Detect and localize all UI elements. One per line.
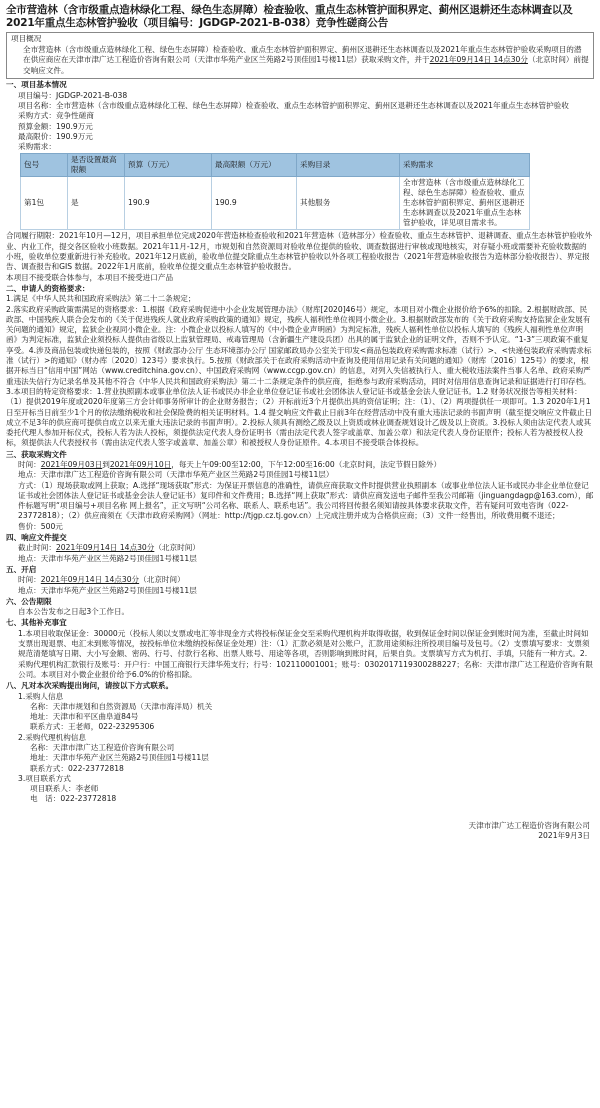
table-row xyxy=(21,177,530,230)
signature-date: 2021年9月3日 xyxy=(538,831,590,841)
opening-time-tail: （北京时间） xyxy=(139,575,185,585)
col-needs: 采购需求 xyxy=(400,154,530,177)
signature-org: 天津市津广达工程造价咨询有限公司 xyxy=(468,820,590,830)
opening-time-value: 2021年09月14日 14点30分 xyxy=(40,575,140,585)
cell-max-limit: 190.9 xyxy=(212,177,297,230)
agency-address: 地址：天津市华苑产业区兰苑路2号顶佳园1号楼11层 xyxy=(30,753,209,763)
consortium-note: 本项目不接受联合体参与，本项目不接受进口产品 xyxy=(6,272,174,282)
obtain-date-start: 2021年09月03日 xyxy=(40,459,103,469)
budget-amount: 预算金额：190.9万元 xyxy=(18,121,93,131)
section-heading: 六、公告期限 xyxy=(6,596,52,606)
max-price: 最高限价：190.9万元 xyxy=(18,131,93,141)
cell-package: 第1包 xyxy=(21,177,68,230)
cell-limit-set: 是 xyxy=(68,177,125,230)
opening-time xyxy=(18,575,594,585)
submission-deadline-tail: （北京时间） xyxy=(154,543,200,553)
qualification-3: 3.本项目的特定资格要求：1.营业执照副本或事业单位法人证书或民办非企业单位登记证书或社会团体法人登记证书或基金会法人登记证书。1.2 财务状况报告等相关材料：（1）提供2019年度或2020年度第三方会计师事务所审计的企业财务报告；（2）开标前近3个月提供出具的资信证明；注：（1）、（2）两项提供任一项即可。1.3 2020年1月1日至开标当日前至少1个月的依法缴纳税收和社会保险费的相关证明材料。1.4 提交响应文件截止日前3年在经营活动中没有重大违法记录的书面声明（截至提交响应文件截止日成立不足3年的供应商可提供自成立以来无重大违法记录的书面声明）。2.投标人须具有测绘乙级及以上资质或林业调查规划设计乙级及以上资质。3.投标人须由法定代表人或其委托代理人参加开标仪式，投标人若为法人投标，须提供法定代表人身份证明书（需由法定代表人签字或盖章、加盖公章）和法定代表人身份证原件；投标人若为被授权人投标，须提供法人代表授权书（需由法定代表人签字或盖章、加盖公章）和被授权人身份证原件。4.本项目不接受联合体投标。 xyxy=(6,386,593,448)
purchaser-address: 地址：天津市和平区曲阜道84号 xyxy=(30,712,139,722)
notice-period-text: 自本公告发布之日起3个工作日。 xyxy=(18,607,130,617)
submission-place: 地点：天津市华苑产业区兰苑路2号顶佳园1号楼11层 xyxy=(18,553,197,563)
other-matters-text: 1.本项目收取保证金：30000元（投标人须以支票或电汇等非现金方式将投标保证金交至采购代理机构并取得收据，收到保证金时间以保证金到账时间为准，至截止时间如支票出现退票、电汇未到账等情况，按投标单位未缴纳投标保证金处理）注：（1）汇款必须是对公账户，汇款用途须标注所投项目编号及包号。（2）支票填写要求：支票须规范清楚填写日期、大小写金额、密码、行号、付款行名称、出票人账号、用途等各项，否则影响到账时间，后果自负。支票填写方式为机打、手填，只能有一种方式。2.采购代理机构汇款银行及账号：开户行：中国工商银行天津华苑支行；行号：102110001001；账号：0302017119300288227；名称：天津市津广达工程造价咨询有限公司。本项目对小微企业报价给予6.0%的价格扣除。 xyxy=(18,628,594,679)
section-other-matters xyxy=(6,618,594,680)
contract-period: 合同履行期限：2021年10月—12月，项目承担单位完成2020年营造林检查验收和2021年营造林（造林部分）检查验收、重点生态林管护、退耕调查、重点生态林管护验收外业、内业工作，提交各区验收小班数据。2021年11月-12月，市规划和自然资源局对验收单位提供的验收、调查数据进行审核或现地核实，对存疑小班或需要补充验收数据的小班，验收单位要重新进行补充验收。2021年12月底前，验收单位提交除重点生态林管护验收以外各项工程验收报告（2021年营造林验收报告为造林部分验收报告）、界定报告、调查报告和GIS 数据。2022年1月底前，验收单位提交重点生态林管护验收报告。 xyxy=(6,231,593,272)
section-submission xyxy=(6,533,594,564)
col-package: 包号 xyxy=(21,154,68,177)
deadline-label: 截止时间： xyxy=(18,543,56,553)
cell-catalog: 其他服务 xyxy=(297,177,400,230)
obtain-time-tail: ，每天上午09:00至12:00，下午12:00至16:00（北京时间，法定节假日除外） xyxy=(171,459,442,469)
purchaser-contact: 联系方式：王老师，022-23295306 xyxy=(30,722,155,732)
section-heading: 二、申请人的资格要求： xyxy=(6,283,90,293)
section-notice-period xyxy=(6,597,594,618)
overview-text-b: （北京时间）前提交响应文件。 xyxy=(23,55,589,75)
submission-deadline-value: 2021年09月14日 14点30分 xyxy=(55,543,155,553)
section-obtain-documents xyxy=(6,450,594,532)
agency-title: 2.采购代理机构信息 xyxy=(18,732,86,742)
project-name: 项目名称：全市营造林（含市级重点造林绿化工程、绿色生态屏障）检查验收、重点生态林管护面积界定、蓟州区退耕还生态林调查以及2021年重点生态林管护验收 xyxy=(18,100,569,110)
project-contact-person: 项目联系人：李老师 xyxy=(30,784,99,794)
section-heading: 五、开启 xyxy=(6,564,37,574)
section-qualifications xyxy=(6,284,594,449)
section-heading: 四、响应文件提交 xyxy=(6,533,67,543)
time-label: 时间： xyxy=(18,459,41,469)
overview-heading: 项目概况 xyxy=(11,34,42,43)
cell-budget: 190.9 xyxy=(125,177,212,230)
obtain-date-end: 2021年09月10日 xyxy=(109,459,172,469)
opening-place: 地点：天津市华苑产业区兰苑路2号顶佳园1号楼11层 xyxy=(18,585,197,595)
section-heading: 八、凡对本次采购提出询问，请按以下方式联系。 xyxy=(6,681,174,691)
opening-time-label: 时间： xyxy=(18,575,41,585)
section-project-info xyxy=(6,80,594,283)
overview-text xyxy=(11,45,589,77)
cell-needs: 全市营造林（含市级重点造林绿化工程、绿色生态屏障）检查验收、重点生态林管护面积界定、蓟州区退耕还生态林调查以及2021年重点生态林管护验收，详见项目需求书。 xyxy=(400,177,530,230)
agency-name: 名称：天津市津广达工程造价咨询有限公司 xyxy=(30,743,175,752)
needs-label: 采购需求： xyxy=(18,142,56,152)
purchaser-name: 名称：天津市规划和自然资源局（天津市海洋局）机关 xyxy=(30,701,213,711)
qualification-1: 1.满足《中华人民共和国政府采购法》第二十二条规定； xyxy=(6,294,196,304)
obtain-manner: 方式：（1）现场获取或网上获取；A.选择“现场获取”形式：为保证开票信息的准确性，请供应商获取文件时提供营业执照副本（或事业单位法人证书或民办非企业单位登记证书或社会团体法人登记证书或基金会法人登记证书）复印件和文件费用；B.选择“网上获取”形式：请供应商发送电子邮件至我公司邮箱（jinguangdagp@163.com），邮件标题写明“项目编号+项目名称 网上报名”，正文写明“公司名称、联系人、联系电话”。我公司将回传报名须知请按具体要求获取文件，若有疑问可致电咨询（022-23772818）；（2）供应商须在《天津市政府采购网》（网址：http://tjgp.cz.tj.gov.cn）上完成注册并成为合格供应商；（3）文件一经售出，所收费用概不退还； xyxy=(18,480,594,521)
qualification-2: 2.落实政府采购政策需满足的资格要求：1.根据《政府采购促进中小企业发展管理办法》（财库[2020]46号）规定，本项目对小微企业报价给予6%的扣除。2.根据财政部、民政部、中国残疾人联合会发布的《关于促进残疾人就业政府采购政策的通知》规定，残疾人福利性单位视同小微企业。3.根据财政部发布的《关于政府采购支持监狱企业发展有关问题的通知》规定，监狱企业视同小微企业。注：小微企业以投标人填写的《中小微企业声明函》为判定标准，残疾人福利性单位以投标人填写的《残疾人福利性单位声明函》为判定标准，监狱企业须投标人提供由省级以上监狱管理局、戒毒管理局（含新疆生产建设兵团）出具的属于监狱企业的证明文件，否则不予认定。“1-3”三项政策不重复享受。4.涉及商品包装或快递包装的，按照《财政部办公厅 生态环境部办公厅 国家邮政局办公室关于印发<商品包装政府采购需求标准（试行）>、<快递包装政府采购需求标准（试行）>的通知》（财办库〔2020〕123号）要求执行。5.按照《财政部关于在政府采购活动中查询及使用信用记录有关问题的通知》（财库〔2016〕125号）的要求，根据开标当日“信用中国”网站（www.creditchina.gov.cn）、中国政府采购网（www.ccgp.gov.cn）的信息，对列入失信被执行人、重大税收违法案件当事人名单、政府采购严重违法失信行为记录名单及其他不符合《中华人民共和国政府采购法》第二十二条规定条件的供应商，拒绝参与政府采购活动，同时对信用信息查询记录和证据进行打印存档。 xyxy=(6,304,592,386)
section-heading: 三、获取采购文件 xyxy=(6,449,67,459)
table-header-row xyxy=(21,154,530,177)
col-catalog: 采购目录 xyxy=(297,154,400,177)
project-number: 项目编号：JGDGP-2021-B-038 xyxy=(18,90,128,100)
notice-document xyxy=(0,4,600,842)
purchaser-title: 1.采购人信息 xyxy=(18,691,64,701)
col-max-limit: 最高限额（万元） xyxy=(212,154,297,177)
project-contact-title: 3.项目联系方式 xyxy=(18,773,71,783)
signature-block xyxy=(6,821,594,842)
obtain-place: 地点：天津市津广达工程造价咨询有限公司（天津市华苑产业区兰苑路2号顶佳园1号楼11层） xyxy=(18,470,334,480)
overview-deadline: 2021年09月14日 14点30分 xyxy=(429,55,528,65)
section-contacts xyxy=(6,681,594,805)
overview-box xyxy=(6,32,594,79)
col-budget: 预算（万元） xyxy=(125,154,212,177)
agency-contact: 联系方式：022-23772818 xyxy=(30,763,124,773)
procurement-method: 采购方式：竞争性磋商 xyxy=(18,111,94,121)
col-limit-set: 是否设置最高限额 xyxy=(68,154,125,177)
section-opening xyxy=(6,565,594,596)
section-heading: 一、项目基本情况 xyxy=(6,80,67,90)
package-table xyxy=(20,153,530,230)
obtain-price: 售价：500元 xyxy=(18,521,63,531)
section-heading: 七、其他补充事宜 xyxy=(6,618,67,628)
submission-deadline xyxy=(18,543,594,553)
obtain-time xyxy=(18,460,594,470)
obtain-time-mid: 到 xyxy=(102,459,110,469)
page-title: 全市营造林（含市级重点造林绿化工程、绿色生态屏障）检查验收、重点生态林管护面积界定、蓟州区退耕还生态林调查以及2021年重点生态林管护验收（项目编号：JGDGP-2021-B-038）竞争性磋商公告 xyxy=(6,4,573,29)
project-contact-phone: 电 话：022-23772818 xyxy=(30,794,117,804)
overview-text-a: 全市营造林（含市级重点造林绿化工程、绿色生态屏障）检查验收、重点生态林管护面积界定、蓟州区退耕还生态林调查以及2021年重点生态林管护验收采购项目的潜在供应商应在天津市津广达工程造价咨询有限公司（天津市华苑产业区兰苑路2号顶佳园1号楼11层）获取采购文件，并于 xyxy=(23,44,582,65)
